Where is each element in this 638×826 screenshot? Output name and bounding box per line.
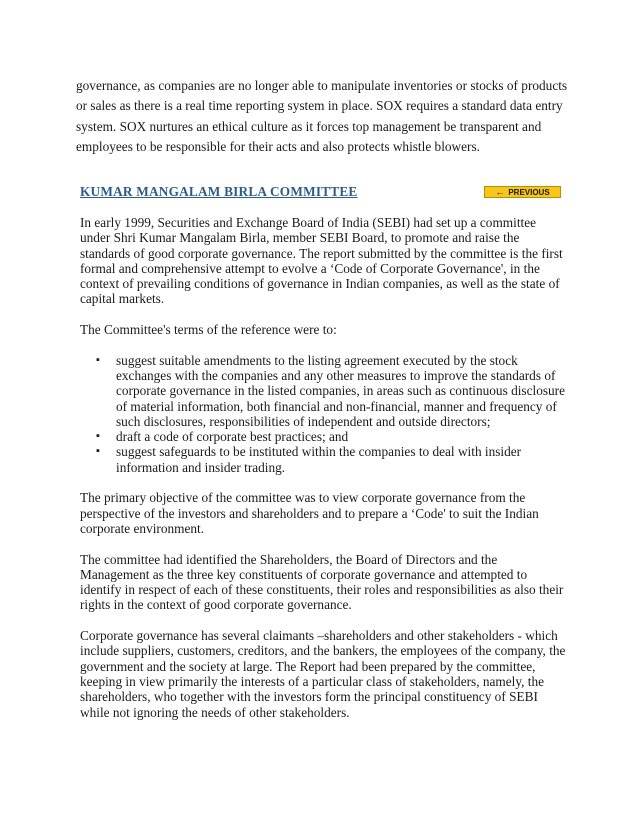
arrow-left-icon: ←	[495, 186, 505, 197]
terms-list	[80, 353, 566, 475]
list-item: ▪ draft a code of corporate best practices; and	[116, 429, 566, 444]
paragraph-intro-1999: In early 1999, Securities and Exchange Board of India (SEBI) had set up a committee under Shri Kumar Mangalam Birla, member SEBI Board, to promote and raise the standards of good corporate governance. The report submitted by the committee is the first formal and comprehensive attempt to evolve a ‘Code of Corporate Governance', in the context of prevailing conditions of governance in Indian companies, as well as the state of capital markets.	[80, 215, 563, 307]
document-body	[80, 215, 566, 735]
paragraph-terms-lead: The Committee's terms of the reference were to:	[80, 322, 337, 338]
intro-paragraph: governance, as companies are no longer able to manipulate inventories or stocks of products or sales as there is a real time reporting system in place. SOX requires a standard data entry system. SOX nurtures an ethical culture as it forces top management be transparent and employees to be responsible for their acts and also protects whistle blowers.	[76, 78, 568, 155]
previous-button-label: PREVIOUS	[508, 187, 550, 197]
previous-button[interactable]	[484, 186, 561, 198]
list-item: ▪ suggest suitable amendments to the listing agreement executed by the stock exchanges with the companies and any other measures to improve the standards of corporate governance in the listed companies, in areas such as continuous disclosure of material information, both financial and non-financial, manner and frequency of such disclosures, responsibilities of independent and outside directors;	[116, 353, 566, 429]
paragraph-objective: The primary objective of the committee was to view corporate governance from the perspective of the investors and shareholders and to prepare a ‘Code' to suit the Indian corporate environment.	[80, 490, 539, 536]
section-header	[80, 184, 566, 204]
list-item: ▪ suggest safeguards to be instituted within the companies to deal with insider information and insider trading.	[116, 444, 566, 475]
section-heading: KUMAR MANGALAM BIRLA COMMITTEE	[80, 184, 358, 199]
paragraph-constituents: The committee had identified the Shareholders, the Board of Directors and the Management as the three key constituents of corporate governance and attempted to identify in respect of each of these constituents, their roles and responsibilities as also their rights in the context of good corporate governance.	[80, 551, 564, 613]
paragraph-claimants: Corporate governance has several claimants –shareholders and other stakeholders - which include suppliers, customers, creditors, and the bankers, the employees of the company, the government and the society at large. The Report had been prepared by the committee, keeping in view primarily the interests of a particular class of stakeholders, namely, the shareholders, who together with the investors form the principal constituency of SEBI while not ignoring the needs of other stakeholders.	[80, 628, 566, 720]
